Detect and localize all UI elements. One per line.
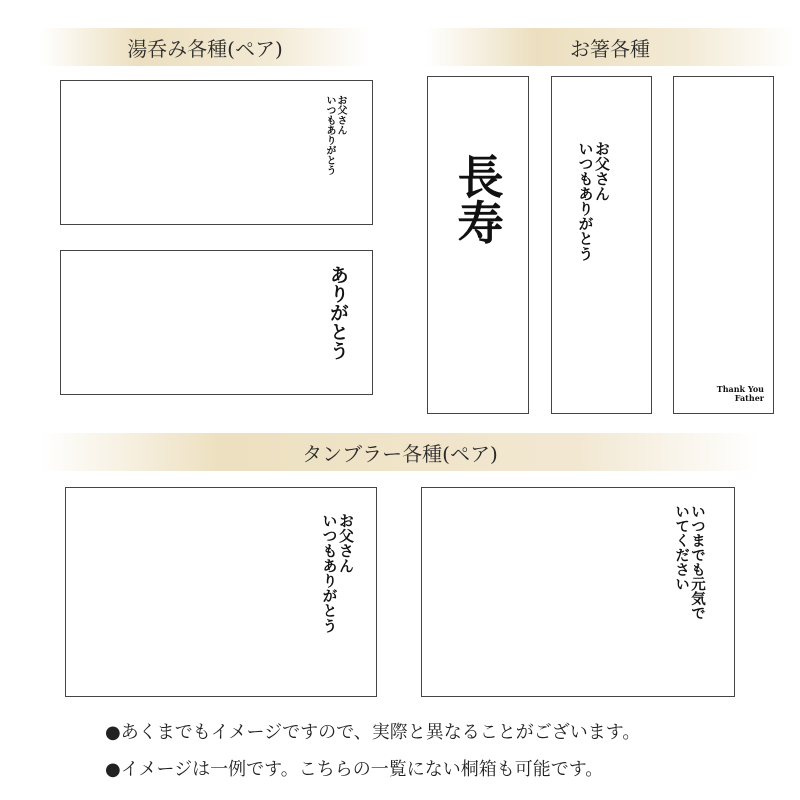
card-message <box>577 141 610 261</box>
section-title-ohashi <box>425 28 795 66</box>
card-message <box>324 95 346 175</box>
message-line: ありがとう <box>327 265 349 360</box>
note-line: ●イメージは一例です。こちらの一覧にない桐箱も可能です。 <box>105 759 604 780</box>
tumbler-card-2 <box>421 487 735 697</box>
message-line: いつもありがとう <box>324 95 335 175</box>
section-title-text: お箸各種 <box>570 36 650 61</box>
card-message <box>321 513 354 633</box>
message-line: Thank You <box>716 384 764 394</box>
tumbler-card-1 <box>65 487 377 697</box>
message-line: いつまでも元気で <box>689 504 705 620</box>
section-title-text: 湯呑み各種(ペア) <box>127 36 283 61</box>
message-line: いつもありがとう <box>320 513 339 633</box>
section-title-text: タンブラー各種(ペア) <box>302 441 498 466</box>
card-message <box>672 504 704 620</box>
message-line: お父さん <box>593 141 611 201</box>
card-message <box>452 153 503 245</box>
card-message <box>327 265 348 360</box>
section-title-tumbler <box>40 433 760 471</box>
ohashi-card-2 <box>551 76 652 414</box>
message-line: Father <box>734 393 764 403</box>
ohashi-card-3 <box>673 76 774 414</box>
yunomi-card-1 <box>60 80 373 225</box>
message-line: 長寿 <box>450 153 505 245</box>
card-message <box>717 385 764 403</box>
message-line: お父さん <box>337 513 355 573</box>
ohashi-card-1 <box>427 76 529 414</box>
note-line: ●あくまでもイメージですので、実際と異なることがございます。 <box>105 722 641 743</box>
yunomi-card-2 <box>60 250 373 395</box>
section-title-yunomi <box>40 28 370 66</box>
message-line: お父さん <box>335 95 346 135</box>
message-line: いつもありがとう <box>576 141 595 261</box>
message-line: いてください <box>673 504 690 591</box>
